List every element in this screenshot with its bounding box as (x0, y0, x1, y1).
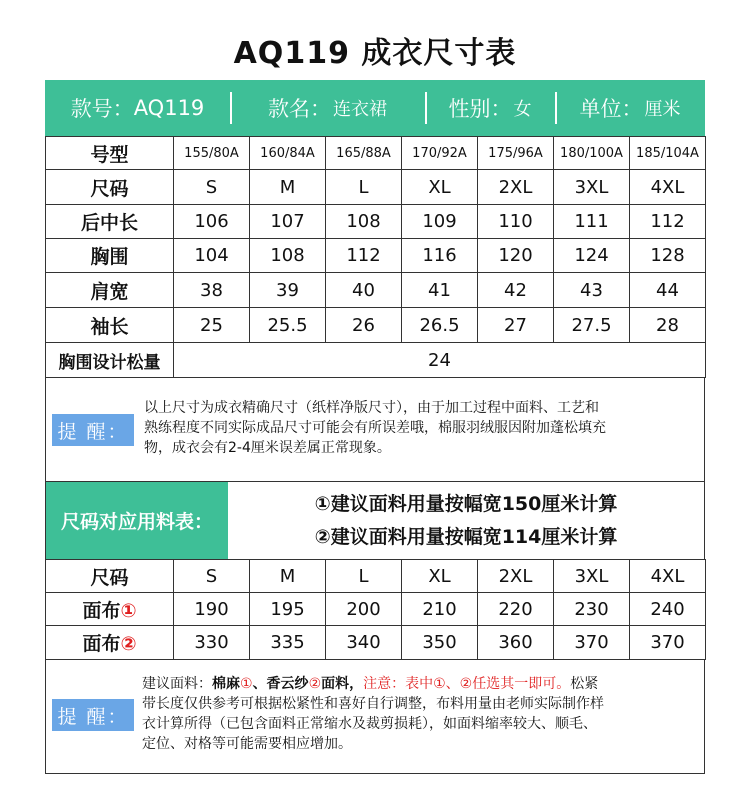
size-cell: L (326, 560, 402, 593)
model-cell: 175/96A (478, 137, 554, 170)
value-cell: 195 (250, 593, 326, 626)
reminder-box-1 (45, 378, 705, 482)
value-cell: 370 (630, 626, 706, 660)
page-title: AQ119 成衣尺寸表 (233, 36, 517, 71)
model-cell: 165/88A (326, 137, 402, 170)
value-cell: 220 (478, 593, 554, 626)
usage-size-row (46, 560, 706, 593)
value-cell: 350 (402, 626, 478, 660)
model-cell: 170/92A (402, 137, 478, 170)
value-cell: 335 (250, 626, 326, 660)
size-cell: 3XL (554, 170, 630, 205)
value-cell: 112 (326, 239, 402, 273)
value-cell: 330 (174, 626, 250, 660)
size-cell: S (174, 560, 250, 593)
size-cell: 4XL (630, 560, 706, 593)
row-label: 胸围 (46, 239, 174, 273)
value-cell: 230 (554, 593, 630, 626)
value-cell: 108 (326, 205, 402, 239)
size-cell: M (250, 560, 326, 593)
size-cell: XL (402, 170, 478, 205)
value-cell: 27.5 (554, 308, 630, 343)
value-cell: 120 (478, 239, 554, 273)
value-cell: 25 (174, 308, 250, 343)
value-cell: 360 (478, 626, 554, 660)
value-cell: 27 (478, 308, 554, 343)
value-cell: 39 (250, 273, 326, 308)
fabric-usage-header (45, 482, 705, 559)
size-cell: L (326, 170, 402, 205)
value-cell: 26.5 (402, 308, 478, 343)
value-cell: 370 (554, 626, 630, 660)
model-cell: 180/100A (554, 137, 630, 170)
measure-row-shoulder (46, 273, 706, 308)
size-row (46, 170, 706, 205)
value-cell: 200 (326, 593, 402, 626)
unit: 单位： 厘米 (555, 80, 705, 136)
size-cell: XL (402, 560, 478, 593)
reminder-box-2 (45, 660, 705, 774)
value-cell: 43 (554, 273, 630, 308)
info-header (45, 80, 705, 136)
usage-size-label: 尺码 (46, 560, 174, 593)
fabric2-row (46, 626, 706, 660)
model-label: 号型 (46, 137, 174, 170)
style-number: 款号： AQ119 (70, 96, 205, 121)
size-cell: S (174, 170, 250, 205)
model-cell: 160/84A (250, 137, 326, 170)
value-cell: 112 (630, 205, 706, 239)
value-cell: 28 (630, 308, 706, 343)
value-cell: 240 (630, 593, 706, 626)
value-cell: 340 (326, 626, 402, 660)
value-cell: 38 (174, 273, 250, 308)
model-cell: 185/104A (630, 137, 706, 170)
value-cell: 41 (402, 273, 478, 308)
value-cell: 40 (326, 273, 402, 308)
ease-row (46, 343, 706, 378)
reminder-text: 以上尺寸为成衣精确尺寸（纸样净版尺寸），由于加工过程中面料、工艺和 熟练程度不同实际成品尺寸可能会有所误差哦，棉服羽绒服因附加蓬松填充 物，成衣会有2-4厘米误差属正常现象。 (144, 400, 606, 456)
size-table (45, 136, 706, 378)
value-cell: 44 (630, 273, 706, 308)
fabric1-row (46, 593, 706, 626)
value-cell: 111 (554, 205, 630, 239)
measure-row-back-length (46, 205, 706, 239)
value-cell: 210 (402, 593, 478, 626)
gender: 性别： 女 (425, 80, 555, 136)
size-cell: 4XL (630, 170, 706, 205)
value-cell: 42 (478, 273, 554, 308)
value-cell: 26 (326, 308, 402, 343)
row-label: 肩宽 (46, 273, 174, 308)
ease-label: 胸围设计松量 (46, 343, 174, 378)
value-cell: 116 (402, 239, 478, 273)
reminder-badge: 提 醒： (52, 414, 134, 446)
fabric1-label: 面布① (46, 593, 174, 626)
size-cell: 2XL (478, 560, 554, 593)
value-cell: 25.5 (250, 308, 326, 343)
row-label: 后中长 (46, 205, 174, 239)
value-cell: 109 (402, 205, 478, 239)
size-label: 尺码 (46, 170, 174, 205)
model-row (46, 137, 706, 170)
value-cell: 128 (630, 239, 706, 273)
size-cell: M (250, 170, 326, 205)
model-cell: 155/80A (174, 137, 250, 170)
value-cell: 104 (174, 239, 250, 273)
value-cell: 190 (174, 593, 250, 626)
fabric-usage-table (45, 559, 706, 660)
fabric2-label: 面布② (46, 626, 174, 660)
value-cell: 107 (250, 205, 326, 239)
fabric-usage-notes: ①建议面料用量按幅宽150厘米计算 ②建议面料用量按幅宽114厘米计算 (314, 492, 618, 548)
row-label: 袖长 (46, 308, 174, 343)
reminder-badge: 提 醒： (52, 699, 134, 731)
size-cell: 3XL (554, 560, 630, 593)
value-cell: 110 (478, 205, 554, 239)
measure-row-chest (46, 239, 706, 273)
measure-row-sleeve (46, 308, 706, 343)
ease-value: 24 (174, 343, 706, 378)
size-cell: 2XL (478, 170, 554, 205)
style-name: 款名： 连衣裙 (230, 80, 425, 136)
value-cell: 106 (174, 205, 250, 239)
size-chart (45, 80, 705, 774)
value-cell: 124 (554, 239, 630, 273)
reminder-text: 建议面料：棉麻①、香云纱②面料，注意：表中①、②任选其一即可。松紧 带长度仅供参考可根据松紧性和喜好自行调整，布料用量由老师实际制作样 衣计算所得（已包含面料正常缩水及裁剪损耗），如面料缩率较大、顺毛、 定位、对格等可能需要相应增加。 (142, 676, 604, 752)
fabric-usage-label: 尺码对应用料表： (46, 482, 228, 559)
value-cell: 108 (250, 239, 326, 273)
